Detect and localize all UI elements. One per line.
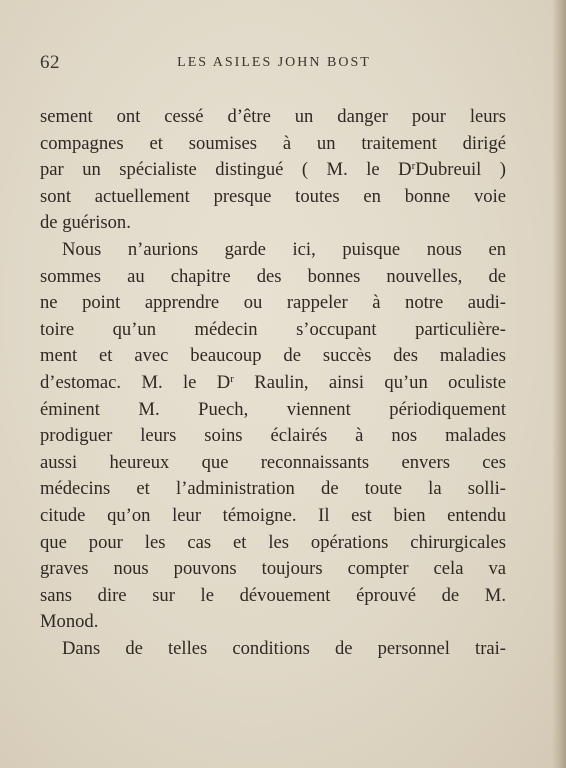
text-line: sans dire sur le dévouement éprouvé de M. <box>40 584 506 606</box>
text-line: ment et avec beaucoup de succès des maladies <box>40 345 506 367</box>
text-line: éminent M. Puech, viennent périodiquement <box>40 398 506 420</box>
page-number: 62 <box>40 52 60 73</box>
page-header <box>40 52 508 76</box>
text-line: de guérison. <box>40 212 131 234</box>
text-line: que pour les cas et les opérations chirurgicales <box>40 531 506 553</box>
text-line: sont actuellement presque toutes en bonne voie <box>40 185 506 207</box>
paragraph <box>40 104 506 237</box>
paragraph <box>40 636 506 663</box>
text-line: Dans de telles conditions de personnel trai- <box>62 637 506 659</box>
body-text <box>40 104 506 662</box>
text-line: médecins et l’administration de toute la solli- <box>40 478 506 500</box>
text-line: prodiguer leurs soins éclairés à nos malades <box>40 425 506 447</box>
text-line: sommes au chapitre des bonnes nouvelles, de <box>40 265 506 287</box>
text-line: d’estomac. M. le $D^r$ Raulin, ainsi qu’un oculiste <box>40 371 506 393</box>
page-edge-shadow <box>552 0 566 768</box>
text-line: aussi heureux que reconnaissants envers ces <box>40 451 506 473</box>
text-line: ne point apprendre ou rappeler à notre audi- <box>40 292 506 314</box>
text-line: par un spécialiste distingué ( M. le $D^rDubreuil$ ) <box>40 159 507 181</box>
text-line: Monod. <box>40 611 99 633</box>
text-line: Nous n’aurions garde ici, puisque nous en <box>62 238 506 260</box>
text-line: compagnes et soumises à un traitement dirigé <box>40 132 506 154</box>
running-title: LES ASILES JOHN BOST <box>177 55 371 70</box>
text-line: citude qu’on leur témoigne. Il est bien entendu <box>40 504 506 526</box>
text-line: sement ont cessé d’être un danger pour leurs <box>40 106 506 127</box>
text-line: graves nous pouvons toujours compter cela va <box>40 558 506 580</box>
paragraph <box>40 237 506 636</box>
text-line: toire qu’un médecin s’occupant particulière- <box>40 318 506 340</box>
